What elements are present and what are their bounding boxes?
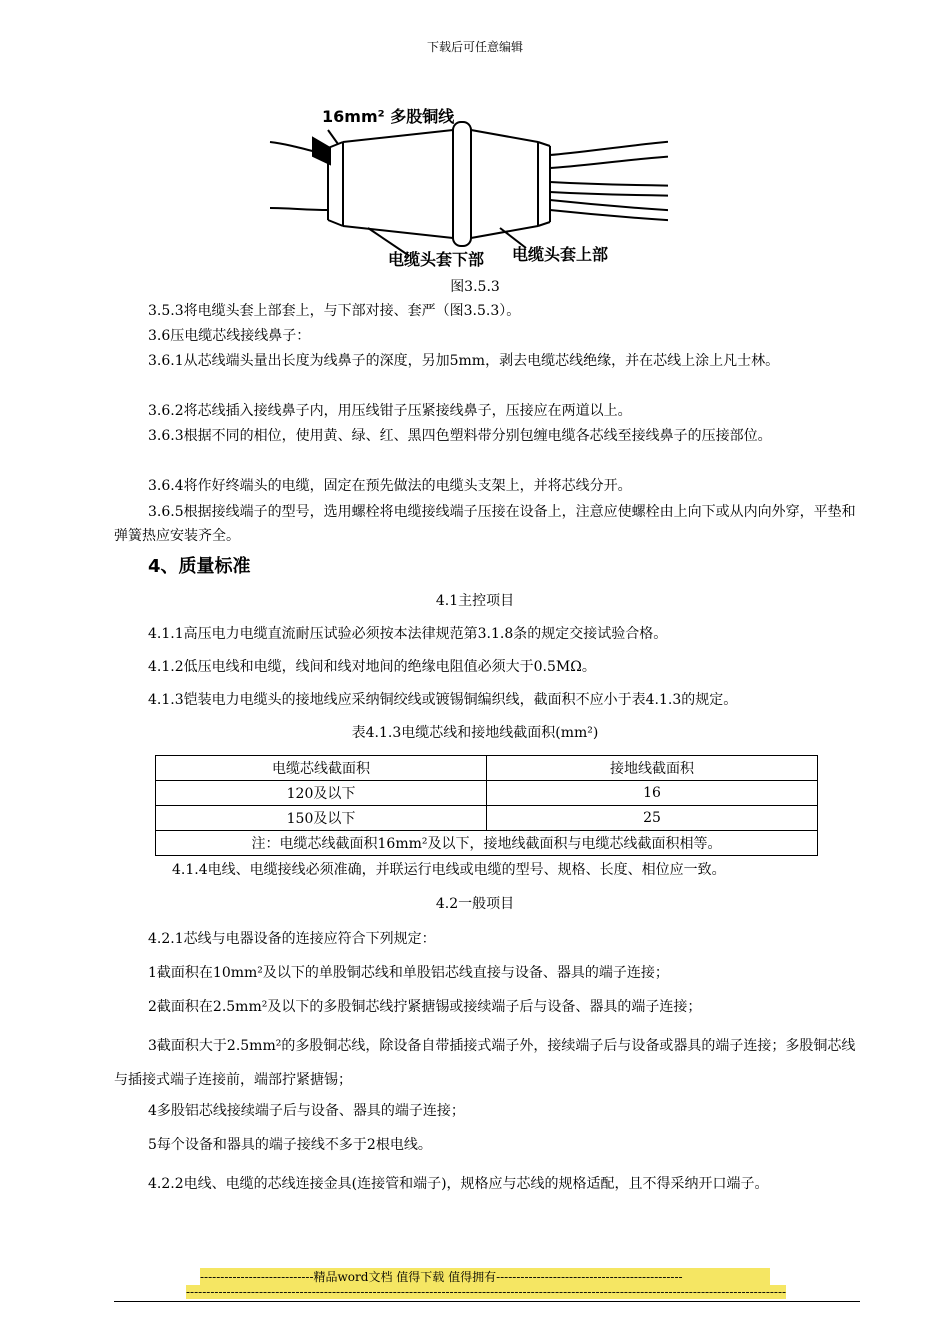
table-note-row <box>156 831 818 856</box>
leader-wire <box>328 130 338 144</box>
list-item-4: 4多股铝芯线接续端子后与设备、器具的端子连接； <box>148 1103 465 1119</box>
footer-banner: ----------------------------精品word文档 值得下载 值得拥有---------------------------------------------- <box>200 1268 770 1285</box>
list-item-3: 3截面积大于2.5mm²的多股铜芯线，除设备自带插接式端子外，接续端子后与设备或器具的端子连接；多股铜芯线与插接式端子连接前，端部拧紧搪锡； <box>114 1038 856 1088</box>
table-title: 表4.1.3电缆芯线和接地线截面积(mm²) <box>351 725 599 741</box>
paragraph-4-1-1: 4.1.1高压电力电缆直流耐压试验必须按本法律规范第3.1.8条的规定交接试验合格。 <box>148 626 668 642</box>
table-row <box>156 781 818 806</box>
lower-sleeve <box>328 130 453 238</box>
paragraph-3-6: 3.6压电缆芯线接线鼻子： <box>148 328 311 344</box>
table-row <box>156 806 818 831</box>
core-bottom <box>550 200 668 224</box>
paragraph-3-6-3: 3.6.3根据不同的相位，使用黄、绿、红、黑四色塑料带分别包缠电缆各芯线至接线鼻子的压接部位。 <box>148 428 772 444</box>
table-cell: 150及以下 <box>156 806 487 831</box>
footer-dash-line: ---------------------------------------------------------------------------------------------------------------------------------------------------- <box>186 1285 786 1299</box>
sleeve-ring <box>453 122 471 246</box>
table-header-row <box>156 756 818 781</box>
table-header-cell: 接地线截面积 <box>487 756 818 781</box>
figure-label-upper: 电缆头套上部 <box>512 245 609 264</box>
paragraph-4-1-4: 4.1.4电线、电缆接线必须准确，并联运行电线或电缆的型号、规格、长度、相位应一致。 <box>172 862 726 878</box>
figure-label-lower: 电缆头套下部 <box>388 250 485 269</box>
section-heading: 4、质量标准 <box>148 556 251 577</box>
list-item-2: 2截面积在2.5mm²及以下的多股铜芯线拧紧搪锡或接续端子后与设备、器具的端子连接； <box>148 999 702 1015</box>
section-area-table <box>155 755 818 856</box>
paragraph-3-6-1: 3.6.1从芯线端头量出长度为线鼻子的深度，另加5mm，剥去电缆芯线绝缘，并在芯线上涂上凡士林。 <box>148 353 780 369</box>
footer-rule <box>114 1301 860 1302</box>
paragraph-4-2-2: 4.2.2电线、电缆的芯线连接金具(连接管和端子)，规格应与芯线的规格适配，且不得采纳开口端子。 <box>148 1176 769 1192</box>
paragraph-3-6-2: 3.6.2将芯线插入接线鼻子内，用压线钳子压紧接线鼻子，压接应在两道以上。 <box>148 403 632 419</box>
paragraph-4-1-3: 4.1.3铠装电力电缆头的接地线应采纳铜绞线或镀锡铜编织线，截面积不应小于表4.1.3的规定。 <box>148 692 738 708</box>
paragraph-4-2-1: 4.2.1芯线与电器设备的连接应符合下列规定： <box>148 931 436 947</box>
paragraph-3-6-4: 3.6.4将作好终端头的电缆，固定在预先做法的电缆头支架上，并将芯线分开。 <box>148 478 632 494</box>
paragraph-4-1-2: 4.1.2低压电线和电缆，线间和线对地间的绝缘电阻值必须大于0.5MΩ。 <box>148 659 596 675</box>
figure-caption: 图3.5.3 <box>450 279 500 295</box>
core-top <box>550 138 668 168</box>
table-cell: 120及以下 <box>156 781 487 806</box>
subsection-4-2: 4.2一般项目 <box>435 896 515 912</box>
table-cell: 25 <box>487 806 818 831</box>
paragraph-3-5-3: 3.5.3将电缆头套上部套上，与下部对接、套严（图3.5.3）。 <box>148 303 521 319</box>
upper-sleeve <box>471 130 550 238</box>
list-item-5: 5每个设备和器具的端子接线不多于2根电线。 <box>148 1137 432 1153</box>
paragraph-3-6-5: 3.6.5根据接线端子的型号，选用螺栓将电缆接线端子压接在设备上，注意应使螺栓由上向下或从内向外穿，平垫和弹簧热应安装齐全。 <box>114 504 856 544</box>
subsection-4-1: 4.1主控项目 <box>435 593 515 609</box>
list-item-1: 1截面积在10mm²及以下的单股铜芯线和单股铝芯线直接与设备、器具的端子连接； <box>148 965 669 981</box>
table-note: 注：电缆芯线截面积16mm²及以下，接地线截面积与电缆芯线截面积相等。 <box>156 831 818 856</box>
figure-label-wire: 16mm² 多股铜线 <box>322 107 455 126</box>
table-cell: 16 <box>487 781 818 806</box>
table-header-cell: 电缆芯线截面积 <box>156 756 487 781</box>
page-header: 下载后可任意编辑 <box>426 40 523 54</box>
core-mid <box>550 182 668 196</box>
